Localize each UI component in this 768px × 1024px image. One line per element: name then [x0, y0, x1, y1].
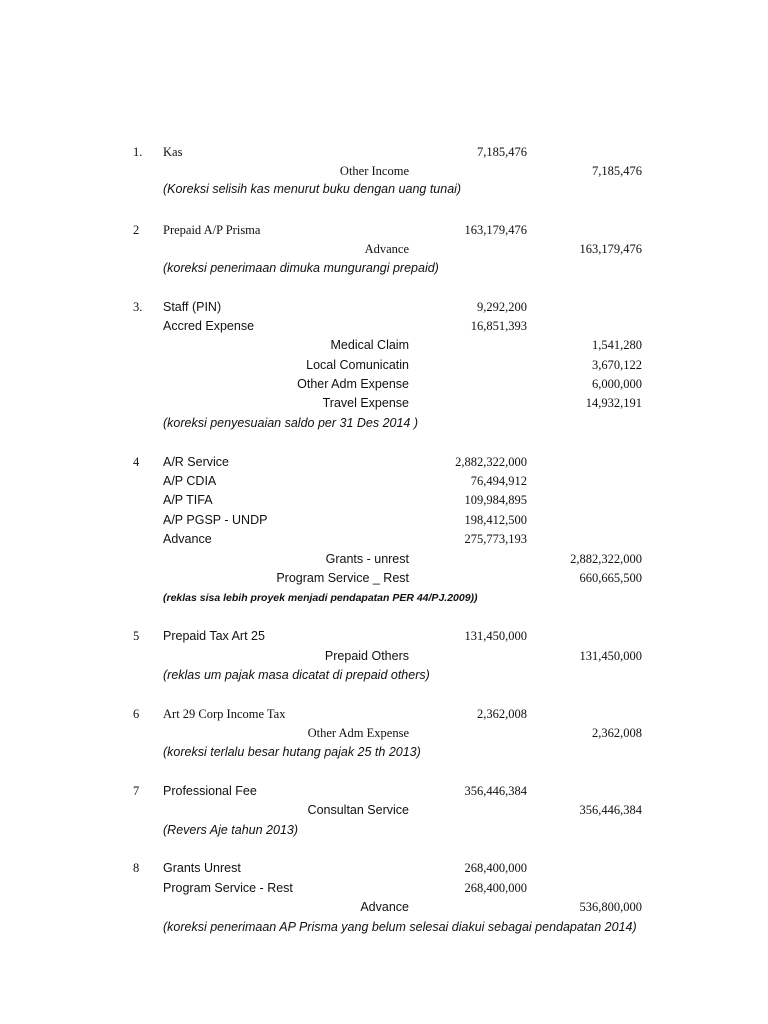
debit-amount: 16,851,393 [470, 319, 527, 333]
entry-8-note-row [0, 918, 768, 937]
credit-amount: 14,932,191 [585, 396, 642, 410]
entry-5-debit-row [0, 627, 768, 646]
credit-account: Program Service _ Rest [276, 571, 409, 585]
credit-account: Medical Claim [330, 338, 409, 352]
entry-2-debit-row [0, 221, 768, 240]
debit-amount: 7,185,476 [477, 145, 527, 159]
credit-amount: 356,446,384 [579, 803, 642, 817]
credit-amount: 163,179,476 [579, 242, 642, 256]
entry-3-credit-row [0, 375, 768, 394]
credit-account: Other Income [339, 164, 409, 178]
credit-account: Advance [364, 242, 409, 256]
entry-4-debit-row [0, 453, 768, 472]
credit-account: Prepaid Others [324, 649, 409, 663]
entry-note: (reklas sisa lebih proyek menjadi pendapatan PER 44/PJ.2009)) [163, 592, 478, 604]
debit-account: Program Service - Rest [163, 881, 293, 895]
entry-4-debit-row [0, 472, 768, 491]
entry-number: 7 [133, 784, 140, 798]
entry-4-debit-row [0, 530, 768, 549]
credit-account: Other Adm Expense [307, 726, 409, 740]
credit-account: Other Adm Expense [297, 377, 409, 391]
entry-3-credit-row [0, 356, 768, 375]
entry-1-note-row [0, 180, 768, 199]
debit-amount: 2,362,008 [477, 707, 527, 721]
entry-note: (reklas um pajak masa dicatat di prepaid others) [163, 668, 430, 682]
debit-account: Professional Fee [163, 784, 257, 798]
debit-account: A/P TIFA [163, 493, 213, 507]
entry-8-credit-row [0, 898, 768, 917]
debit-amount: 2,882,322,000 [455, 455, 527, 469]
entry-7-debit-row [0, 782, 768, 801]
credit-amount: 3,670,122 [592, 358, 642, 372]
entry-8-debit-row [0, 859, 768, 878]
entry-3-debit-row [0, 317, 768, 336]
entry-number: 6 [133, 707, 140, 721]
credit-account: Travel Expense [322, 396, 409, 410]
debit-account: A/P PGSP - UNDP [163, 513, 268, 527]
credit-account: Consultan Service [307, 803, 409, 817]
entry-4-debit-row [0, 511, 768, 530]
debit-amount: 268,400,000 [464, 881, 527, 895]
debit-account: Advance [163, 532, 212, 546]
entry-1-credit-row [0, 162, 768, 181]
entry-note: (Koreksi selisih kas menurut buku dengan uang tunai) [163, 182, 462, 196]
credit-amount: 2,882,322,000 [570, 552, 642, 566]
credit-account: Grants - unrest [325, 552, 409, 566]
entry-3-credit-row [0, 394, 768, 413]
entry-number: 4 [133, 455, 140, 469]
debit-amount: 163,179,476 [464, 223, 527, 237]
entry-note: (koreksi terlalu besar hutang pajak 25 th 2013) [163, 745, 421, 759]
entry-5-note-row [0, 666, 768, 685]
debit-account: Grants Unrest [163, 861, 241, 875]
debit-amount: 131,450,000 [464, 629, 527, 643]
debit-amount: 9,292,200 [477, 300, 527, 314]
entry-1-debit-row [0, 143, 768, 162]
debit-amount: 268,400,000 [464, 861, 527, 875]
entry-note: (Revers Aje tahun 2013) [163, 823, 299, 837]
credit-amount: 131,450,000 [579, 649, 642, 663]
entry-number: 2 [133, 223, 140, 237]
debit-amount: 275,773,193 [464, 532, 527, 546]
debit-amount: 356,446,384 [464, 784, 527, 798]
debit-account: Prepaid A/P Prisma [163, 223, 261, 237]
debit-amount: 76,494,912 [470, 474, 527, 488]
credit-amount: 7,185,476 [592, 164, 642, 178]
entry-number: 5 [133, 629, 140, 643]
entry-3-debit-row [0, 298, 768, 317]
credit-amount: 536,800,000 [579, 900, 642, 914]
debit-amount: 109,984,895 [464, 493, 527, 507]
entry-number: 3. [133, 300, 143, 314]
entry-4-credit-row [0, 569, 768, 588]
debit-account: A/P CDIA [163, 474, 217, 488]
entry-number: 8 [133, 861, 140, 875]
debit-account: A/R Service [163, 455, 229, 469]
entry-7-credit-row [0, 801, 768, 820]
entry-2-credit-row [0, 240, 768, 259]
debit-account: Staff (PIN) [163, 300, 222, 314]
entry-6-credit-row [0, 724, 768, 743]
entry-note: (koreksi penerimaan dimuka mungurangi prepaid) [163, 261, 439, 275]
entry-6-note-row [0, 743, 768, 762]
debit-account: Prepaid Tax Art 25 [163, 629, 265, 643]
debit-account: Art 29 Corp Income Tax [163, 707, 286, 721]
credit-amount: 6,000,000 [592, 377, 642, 391]
entry-number: 1. [133, 145, 143, 159]
entry-2-note-row [0, 259, 768, 278]
entry-note: (koreksi penyesuaian saldo per 31 Des 2014 ) [163, 416, 419, 430]
entry-4-credit-row [0, 550, 768, 569]
entry-7-note-row [0, 821, 768, 840]
credit-amount: 660,665,500 [579, 571, 642, 585]
entry-3-note-row [0, 414, 768, 433]
entry-5-credit-row [0, 647, 768, 666]
debit-account: Kas [163, 145, 183, 159]
entry-4-note-row [0, 589, 768, 608]
credit-amount: 1,541,280 [592, 338, 642, 352]
credit-account: Advance [360, 900, 409, 914]
entry-8-debit-row [0, 879, 768, 898]
entry-3-credit-row [0, 336, 768, 355]
debit-amount: 198,412,500 [464, 513, 527, 527]
entry-note: (koreksi penerimaan AP Prisma yang belum selesai diakui sebagai pendapatan 2014) [163, 920, 637, 934]
entry-6-debit-row [0, 705, 768, 724]
entry-4-debit-row [0, 491, 768, 510]
credit-account: Local Comunicatin [306, 358, 409, 372]
debit-account: Accred Expense [163, 319, 255, 333]
credit-amount: 2,362,008 [592, 726, 642, 740]
